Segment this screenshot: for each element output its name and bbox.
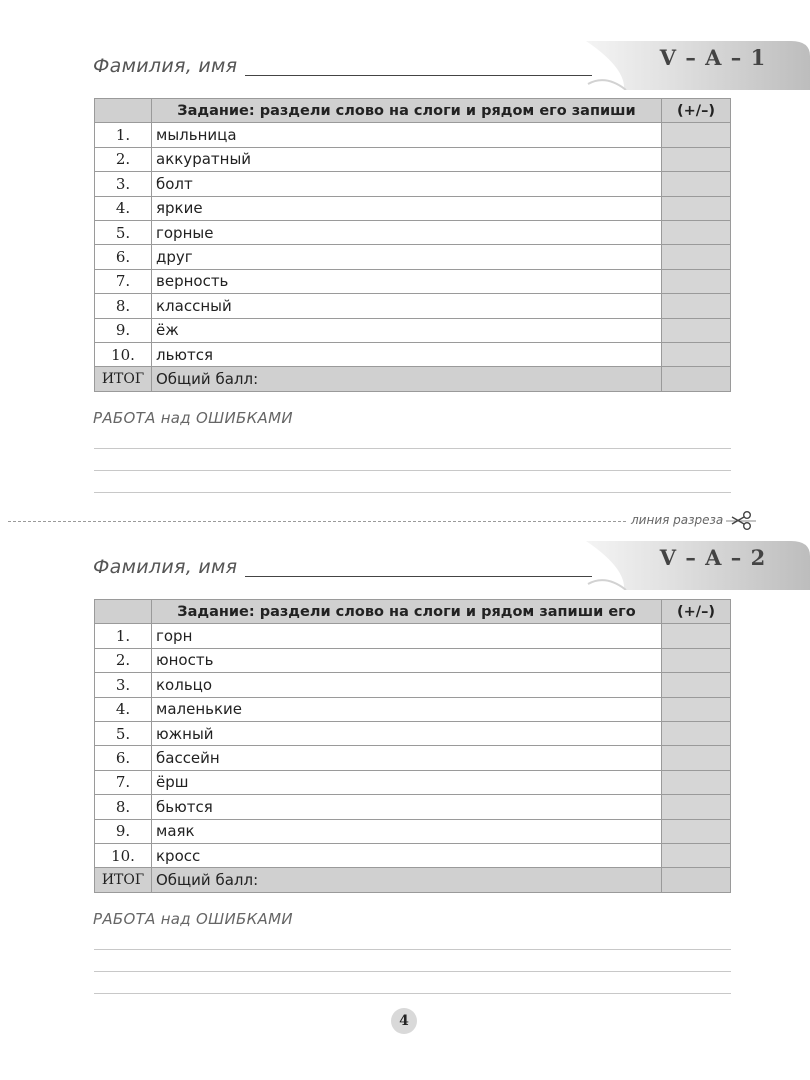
row-number: 8. xyxy=(95,294,152,318)
name-field-line[interactable] xyxy=(245,576,592,577)
total-row xyxy=(95,868,731,892)
total-row xyxy=(95,367,731,391)
row-word[interactable]: болт xyxy=(152,172,662,196)
table-row xyxy=(95,318,731,342)
row-number: 2. xyxy=(95,147,152,171)
table-row xyxy=(95,220,731,244)
task-header: Задание: раздели слово на слоги и рядом запиши его xyxy=(152,600,662,624)
row-mark-cell[interactable] xyxy=(662,770,731,794)
table-row xyxy=(95,648,731,672)
table-row xyxy=(95,770,731,794)
row-number: 2. xyxy=(95,648,152,672)
row-mark-cell[interactable] xyxy=(662,294,731,318)
scissors-icon xyxy=(726,509,756,531)
writing-line[interactable] xyxy=(94,971,731,972)
row-mark-cell[interactable] xyxy=(662,147,731,171)
row-number: 3. xyxy=(95,172,152,196)
table-row xyxy=(95,624,731,648)
row-mark-cell[interactable] xyxy=(662,196,731,220)
table-header-row xyxy=(95,600,731,624)
row-mark-cell[interactable] xyxy=(662,648,731,672)
row-number: 7. xyxy=(95,269,152,293)
error-work-title: РАБОТА над ОШИБКАМИ xyxy=(93,910,293,928)
row-mark-cell[interactable] xyxy=(662,843,731,867)
total-score-cell[interactable] xyxy=(662,367,731,391)
row-word[interactable]: бассейн xyxy=(152,746,662,770)
total-label: ИТОГ xyxy=(95,367,152,391)
row-mark-cell[interactable] xyxy=(662,172,731,196)
mark-header: (+/–) xyxy=(662,99,731,123)
table-row xyxy=(95,172,731,196)
row-number: 6. xyxy=(95,245,152,269)
row-mark-cell[interactable] xyxy=(662,746,731,770)
row-mark-cell[interactable] xyxy=(662,245,731,269)
row-number: 1. xyxy=(95,123,152,147)
row-word[interactable]: горн xyxy=(152,624,662,648)
table-row xyxy=(95,721,731,745)
row-word[interactable]: юность xyxy=(152,648,662,672)
error-work-title: РАБОТА над ОШИБКАМИ xyxy=(93,409,293,427)
row-word[interactable]: друг xyxy=(152,245,662,269)
header-num-cell xyxy=(95,99,152,123)
row-word[interactable]: льются xyxy=(152,342,662,366)
row-mark-cell[interactable] xyxy=(662,795,731,819)
row-word[interactable]: южный xyxy=(152,721,662,745)
row-mark-cell[interactable] xyxy=(662,819,731,843)
total-label: ИТОГ xyxy=(95,868,152,892)
row-number: 10. xyxy=(95,342,152,366)
table-row xyxy=(95,196,731,220)
row-word[interactable]: классный xyxy=(152,294,662,318)
page-number: 4 xyxy=(391,1008,417,1034)
row-number: 4. xyxy=(95,196,152,220)
task-table xyxy=(94,98,731,392)
row-word[interactable]: верность xyxy=(152,269,662,293)
row-mark-cell[interactable] xyxy=(662,673,731,697)
table-row xyxy=(95,673,731,697)
row-word[interactable]: маленькие xyxy=(152,697,662,721)
total-text: Общий балл: xyxy=(152,367,662,391)
table-row xyxy=(95,819,731,843)
row-number: 9. xyxy=(95,819,152,843)
writing-line[interactable] xyxy=(94,949,731,950)
row-word[interactable]: мыльница xyxy=(152,123,662,147)
writing-line[interactable] xyxy=(94,448,731,449)
row-mark-cell[interactable] xyxy=(662,220,731,244)
row-word[interactable]: яркие xyxy=(152,196,662,220)
row-word[interactable]: ёж xyxy=(152,318,662,342)
row-word[interactable]: горные xyxy=(152,220,662,244)
row-word[interactable]: кольцо xyxy=(152,673,662,697)
table-row xyxy=(95,697,731,721)
total-score-cell[interactable] xyxy=(662,868,731,892)
row-number: 4. xyxy=(95,697,152,721)
row-mark-cell[interactable] xyxy=(662,721,731,745)
writing-line[interactable] xyxy=(94,470,731,471)
row-word[interactable]: кросс xyxy=(152,843,662,867)
variant-code: V – A – 2 xyxy=(659,545,767,570)
table-row xyxy=(95,294,731,318)
table-row xyxy=(95,342,731,366)
name-label: Фамилия, имя xyxy=(93,556,238,578)
table-row xyxy=(95,746,731,770)
row-number: 6. xyxy=(95,746,152,770)
cut-line-label: линия разреза xyxy=(631,513,724,527)
task-table xyxy=(94,599,731,893)
row-number: 10. xyxy=(95,843,152,867)
table-header-row xyxy=(95,99,731,123)
table-row xyxy=(95,147,731,171)
variant-tag xyxy=(586,38,810,90)
total-text: Общий балл: xyxy=(152,868,662,892)
name-field-line[interactable] xyxy=(245,75,592,76)
row-number: 8. xyxy=(95,795,152,819)
header-num-cell xyxy=(95,600,152,624)
row-number: 7. xyxy=(95,770,152,794)
writing-line[interactable] xyxy=(94,993,731,994)
cut-line xyxy=(8,521,626,522)
task-header: Задание: раздели слово на слоги и рядом его запиши xyxy=(152,99,662,123)
row-number: 9. xyxy=(95,318,152,342)
row-number: 3. xyxy=(95,673,152,697)
table-row xyxy=(95,843,731,867)
row-word[interactable]: маяк xyxy=(152,819,662,843)
row-word[interactable]: аккуратный xyxy=(152,147,662,171)
name-label: Фамилия, имя xyxy=(93,55,238,77)
row-word[interactable]: ёрш xyxy=(152,770,662,794)
writing-line[interactable] xyxy=(94,492,731,493)
table-row xyxy=(95,795,731,819)
row-number: 5. xyxy=(95,220,152,244)
table-row xyxy=(95,269,731,293)
variant-tag xyxy=(586,538,810,590)
row-mark-cell[interactable] xyxy=(662,269,731,293)
row-number: 1. xyxy=(95,624,152,648)
row-number: 5. xyxy=(95,721,152,745)
row-mark-cell[interactable] xyxy=(662,697,731,721)
row-mark-cell[interactable] xyxy=(662,123,731,147)
table-row xyxy=(95,123,731,147)
row-mark-cell[interactable] xyxy=(662,318,731,342)
row-mark-cell[interactable] xyxy=(662,342,731,366)
row-word[interactable]: бьются xyxy=(152,795,662,819)
row-mark-cell[interactable] xyxy=(662,624,731,648)
variant-code: V – A – 1 xyxy=(659,45,767,70)
table-row xyxy=(95,245,731,269)
mark-header: (+/–) xyxy=(662,600,731,624)
